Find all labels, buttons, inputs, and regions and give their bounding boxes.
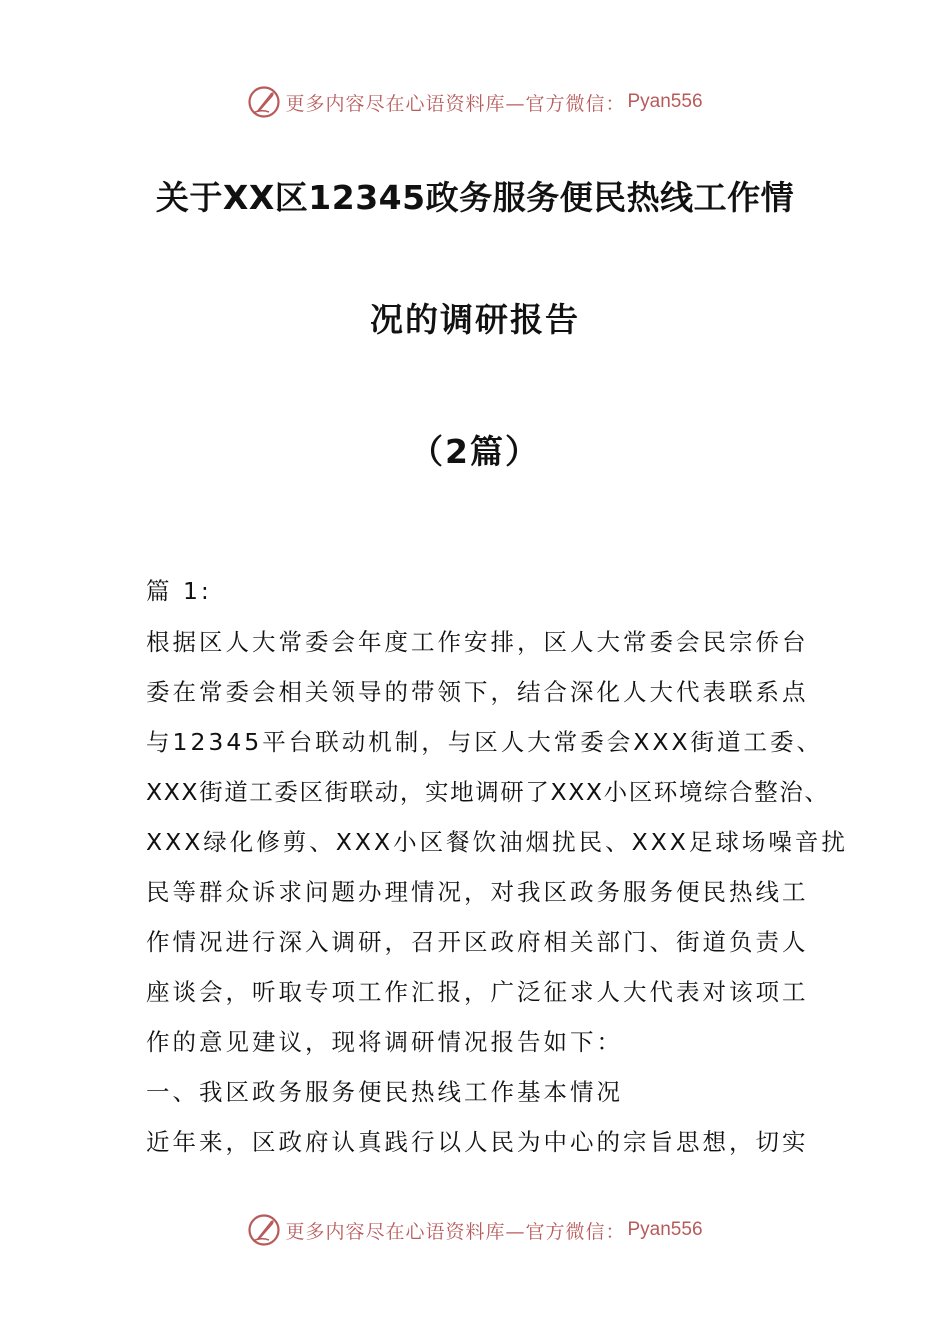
document-title-line-1: 关于XX区12345政务服务便民热线工作情 xyxy=(155,178,795,217)
footer-banner xyxy=(0,1210,950,1250)
paragraph-line: 作情况进行深入调研，召开区政府相关部门、街道负责人 xyxy=(146,928,809,956)
quill-logo-icon xyxy=(247,85,281,119)
footer-banner-id: Pyan556 xyxy=(627,1219,703,1240)
paragraph-line: 根据区人大常委会年度工作安排，区人大常委会民宗侨台 xyxy=(146,628,809,656)
paragraph-line: 与12345平台联动机制，与区人大常委会XXX街道工委、 xyxy=(146,728,824,756)
section-label: 篇 1: xyxy=(146,577,212,605)
paragraph-line: 委在常委会相关领导的带领下，结合深化人大代表联系点 xyxy=(146,678,809,706)
paragraph-line: 近年来，区政府认真践行以人民为中心的宗旨思想，切实 xyxy=(146,1128,809,1156)
document-title-count: （2篇） xyxy=(410,432,540,471)
paragraph-line: 作的意见建议，现将调研情况报告如下： xyxy=(146,1028,623,1056)
section-heading-1: 一、我区政务服务便民热线工作基本情况 xyxy=(146,1078,623,1106)
paragraph-line: 座谈会，听取专项工作汇报，广泛征求人大代表对该项工 xyxy=(146,978,809,1006)
quill-logo-icon xyxy=(247,1213,281,1247)
paragraph-line: 民等群众诉求问题办理情况，对我区政务服务便民热线工 xyxy=(146,878,809,906)
footer-banner-text: 更多内容尽在心语资料库—官方微信： xyxy=(285,1220,626,1243)
header-banner-id: Pyan556 xyxy=(627,91,703,112)
header-banner-text: 更多内容尽在心语资料库—官方微信： xyxy=(285,92,626,115)
paragraph-line: XXX街道工委区街联动，实地调研了XXX小区环境综合整治、 xyxy=(146,778,830,806)
header-banner xyxy=(0,82,950,122)
paragraph-line: XXX绿化修剪、XXX小区餐饮油烟扰民、XXX足球场噪音扰 xyxy=(146,828,848,856)
document-title-line-2: 况的调研报告 xyxy=(370,300,580,339)
